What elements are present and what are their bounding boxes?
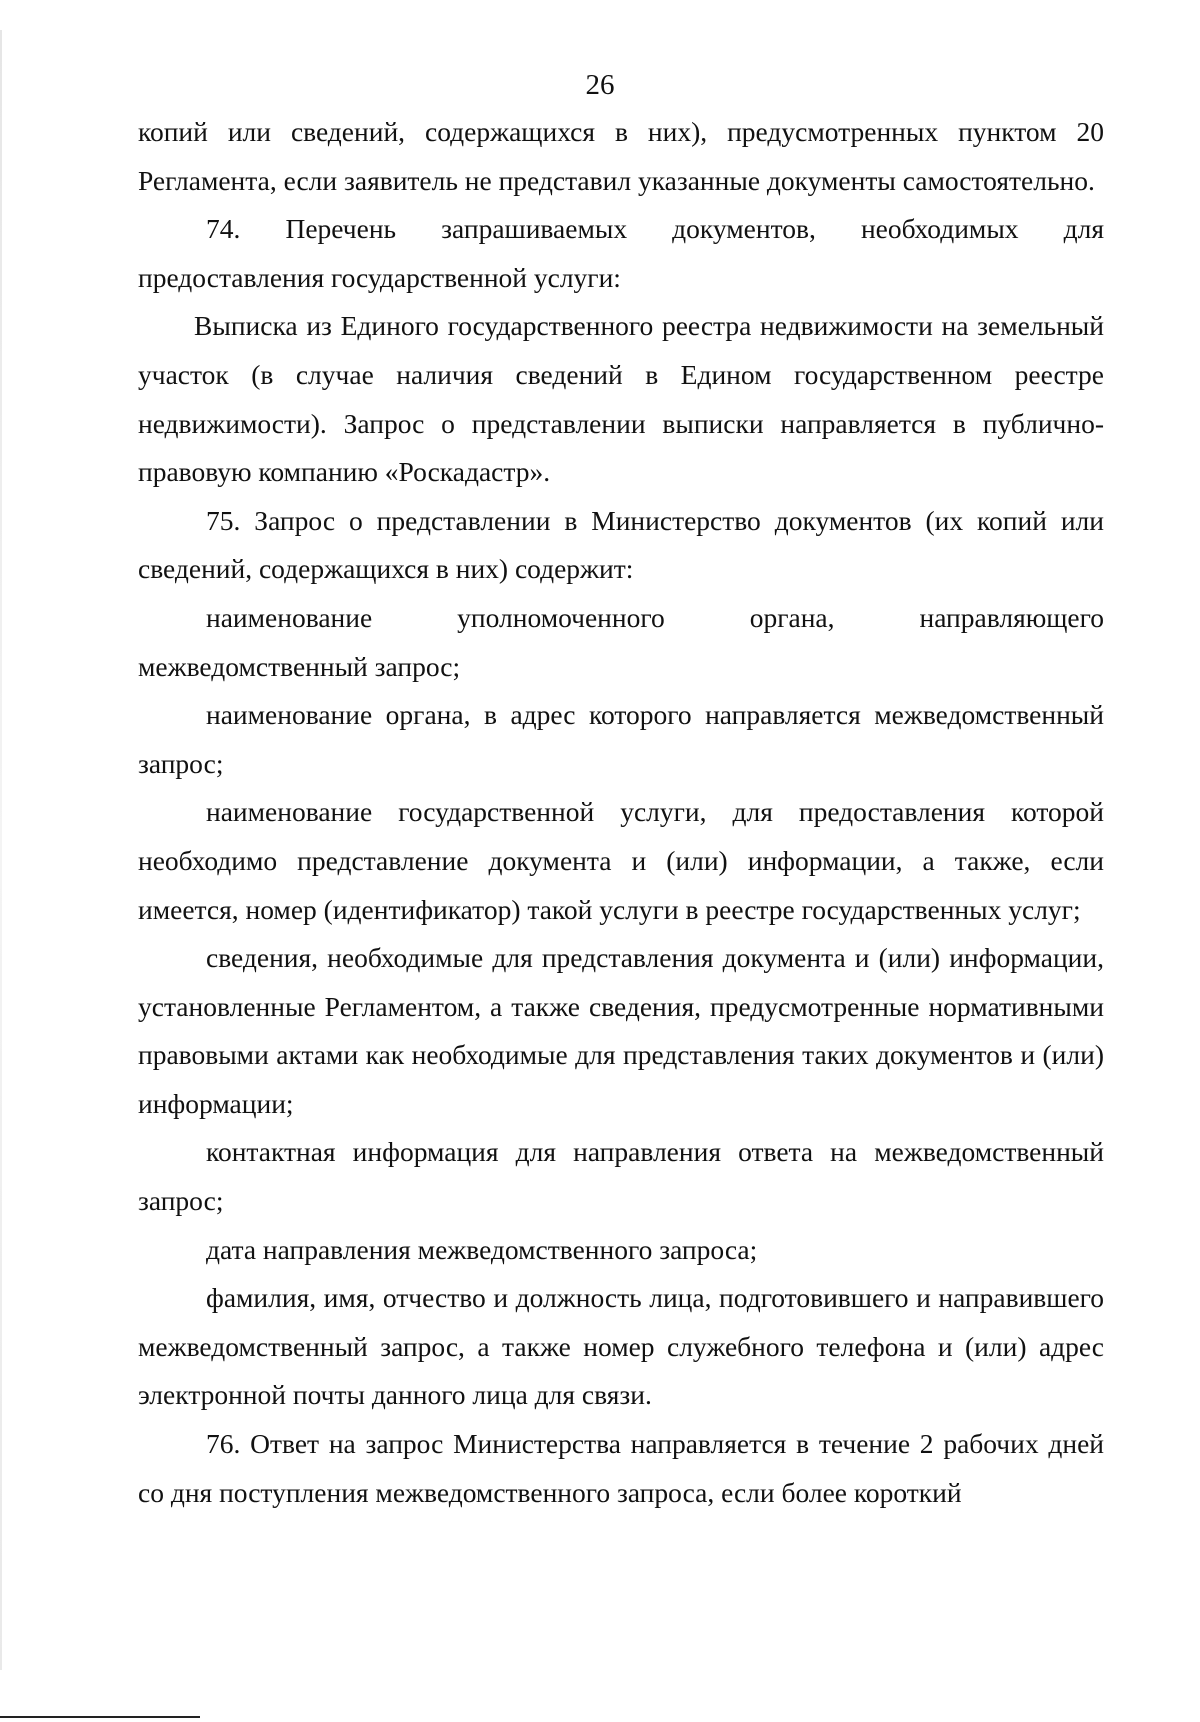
paragraph-item-74: 74. Перечень запрашиваемых документов, необходимых для предоставления государственной услуги: (138, 213, 1104, 293)
list-item-recipient-name: наименование органа, в адрес которого направляется межведомственный запрос; (138, 699, 1104, 779)
scan-edge-shadow (0, 30, 2, 1670)
list-item-request-date: дата направления межведомственного запроса; (206, 1233, 758, 1265)
list-item-responsible-person: фамилия, имя, отчество и должность лица, подготовившего и направившего межведомственный запрос, а также номер служебного телефона и (или) адрес электронной почты данного лица для связи. (138, 1282, 1104, 1411)
list-item-contact-info: контактная информация для направления ответа на межведомственный запрос; (138, 1136, 1104, 1217)
paragraph-egrn-extract: Выписка из Единого государственного реестра недвижимости на земельный участок (в случае наличия сведений в Едином государственном реестре недвижимости). Запрос о представлении выписки направляется в публично-правовую компанию «Роскадастр». (138, 310, 1104, 488)
list-item-authority-name: наименование уполномоченного органа, направляющего межведомственный запрос; (138, 601, 1104, 682)
list-item-required-info: сведения, необходимые для представления документа и (или) информации, установленные Регламентом, а также сведения, предусмотренные нормативными правовыми актами как необходимые для представления таких документов и (или) информации; (138, 942, 1104, 1119)
paragraph-item-75: 75. Запрос о представлении в Министерство документов (их копий или сведений, содержащихся в них) содержит: (138, 504, 1104, 585)
bottom-rule (0, 1716, 200, 1718)
document-body (138, 108, 1104, 1517)
paragraph-continuation: копий или сведений, содержащихся в них), предусмотренных пунктом 20 Регламента, если заявитель не представил указанные документы самостоятельно. (138, 116, 1104, 196)
list-item-service-name: наименование государственной услуги, для предоставления которой необходимо представление документа и (или) информации, а также, если имеется, номер (идентификатор) такой услуги в реестре государственных услуг; (138, 796, 1104, 925)
paragraph-item-76: 76. Ответ на запрос Министерства направляется в течение 2 рабочих дней со дня поступления межведомственного запроса, если более короткий (138, 1428, 1104, 1508)
page-number: 26 (585, 69, 615, 101)
